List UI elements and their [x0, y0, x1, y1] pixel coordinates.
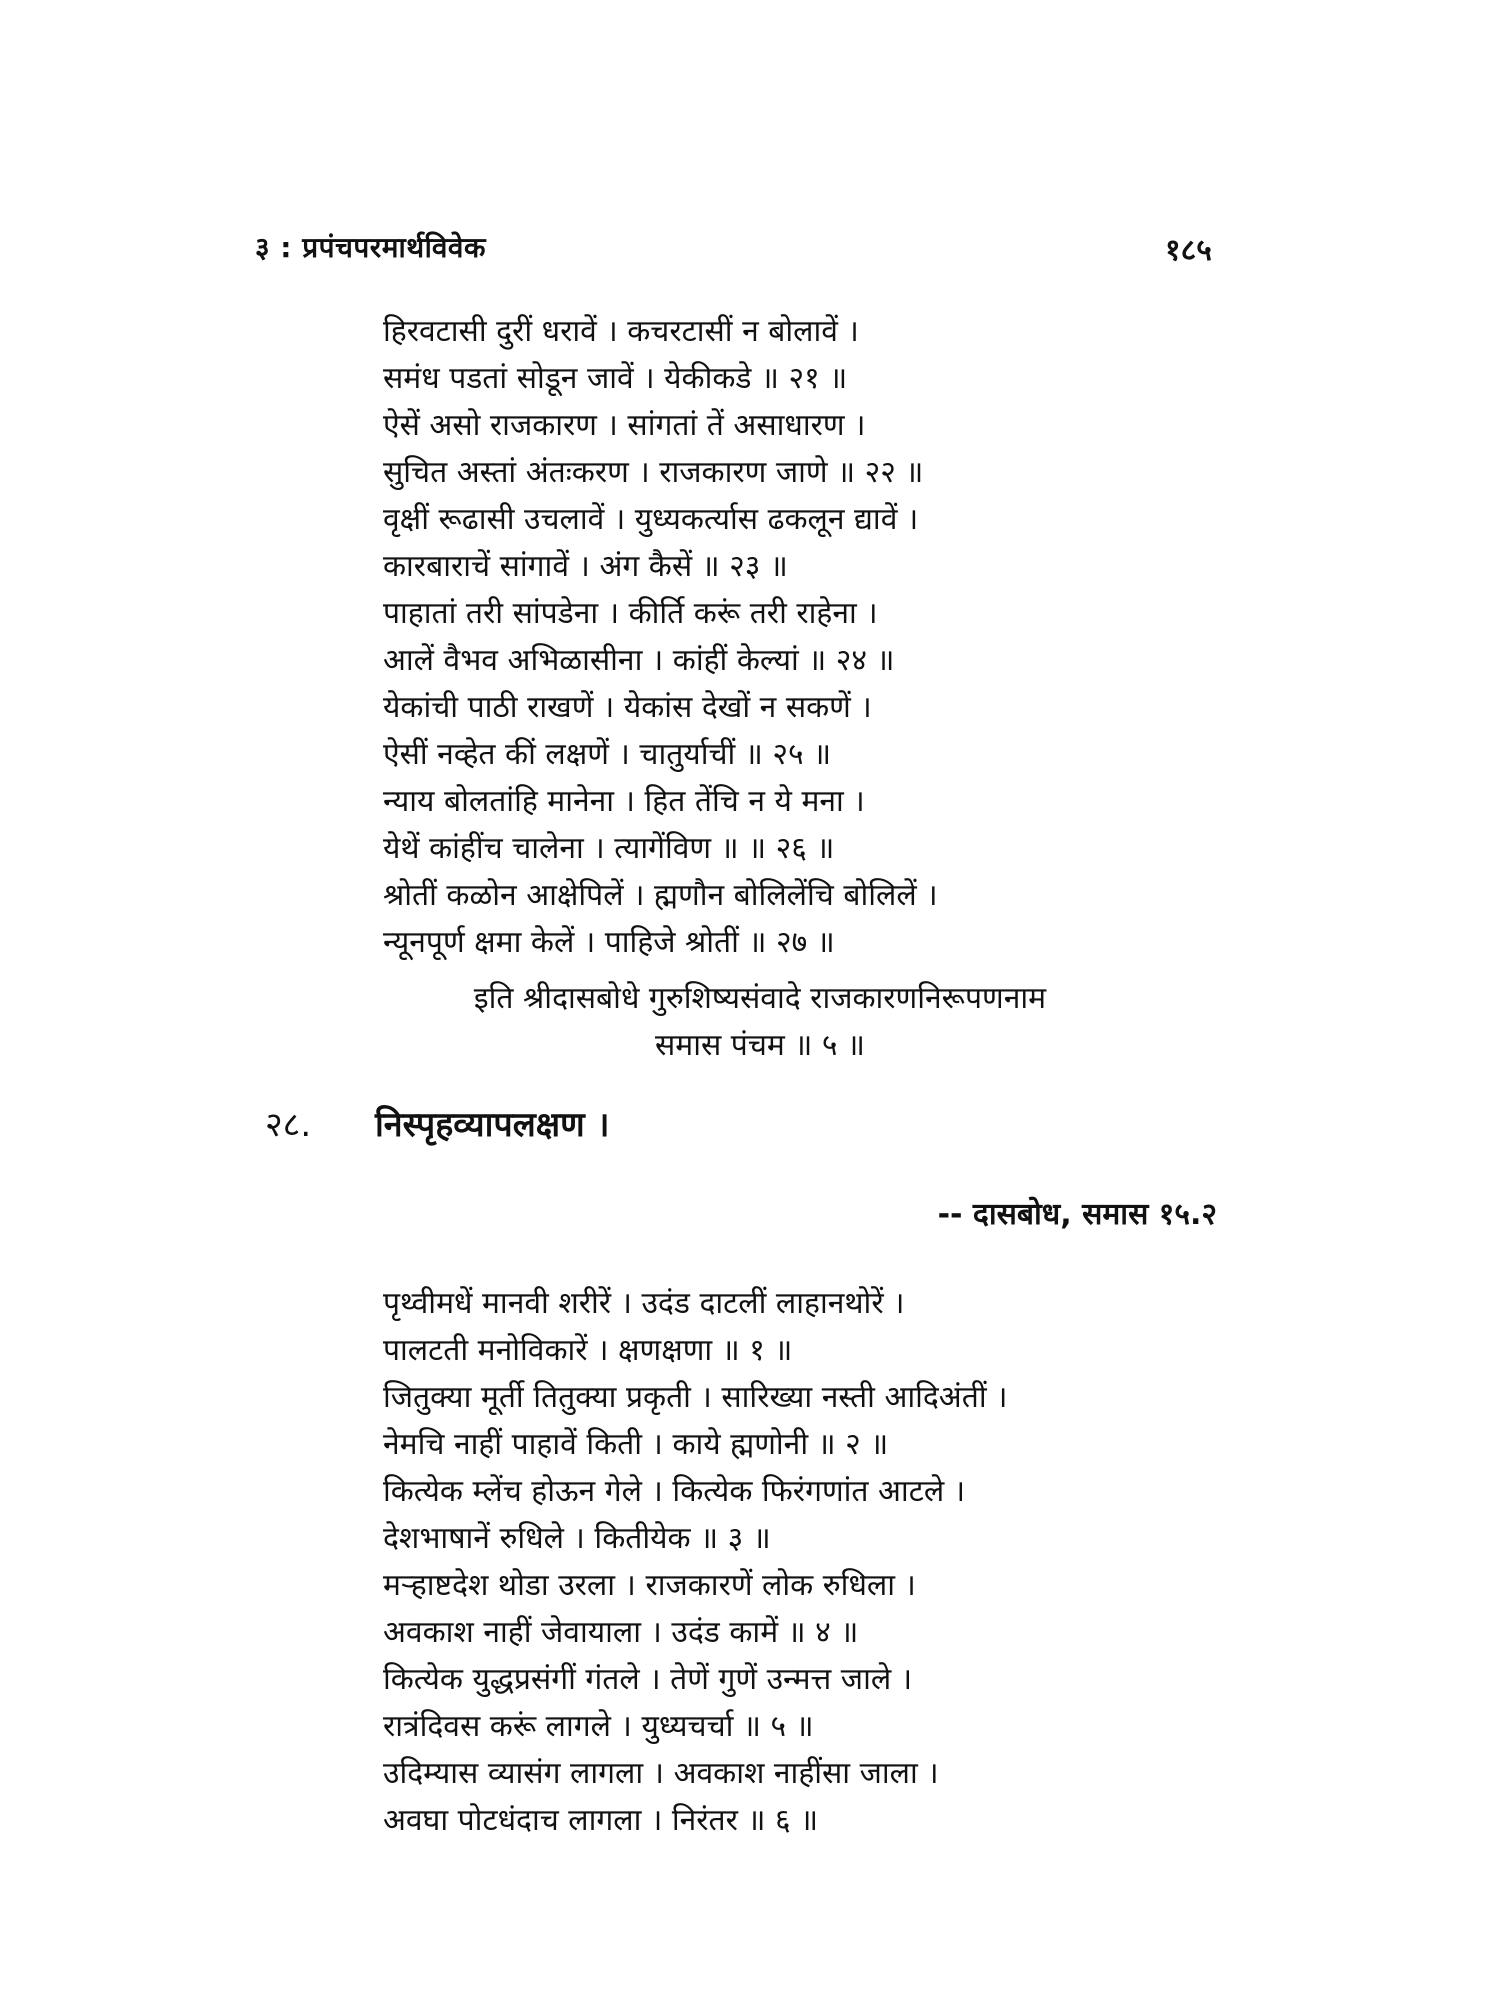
verse-block-samas-15-2 [383, 1280, 1423, 1844]
page-number: १८५ [1165, 233, 1212, 268]
section-title: निस्पृहव्यापलक्षण । [375, 1105, 610, 1145]
colophon-line-1: इति श्रीदासबोधे गुरुशिष्यसंवादे राजकारणनिरूपणनाम [473, 981, 1047, 1016]
verse-line: येकांची पाठी राखणें । येकांस देखों न सकणें । [383, 690, 872, 725]
verse-line: ऐसीं नव्हेत कीं लक्षणें । चातुर्याचीं ॥ २५ ॥ [383, 737, 832, 772]
verse-line: नेमचि नाहीं पाहावें किती । काये ह्मणोनी ॥ २ ॥ [383, 1427, 889, 1462]
verse-line: सुचित अस्तां अंतःकरण । राजकारण जाणे ॥ २२ ॥ [383, 455, 924, 490]
verse-line: कारबाराचें सांगावें । अंग कैसें ॥ २३ ॥ [383, 549, 788, 584]
verse-line: रात्रंदिवस करूं लागले । युध्यचर्चा ॥ ५ ॥ [383, 1709, 814, 1744]
verse-line: ऐसें असो राजकारण । सांगतां तें असाधारण । [383, 408, 866, 443]
verse-line: अवकाश नाहीं जेवायाला । उदंड कामें ॥ ४ ॥ [383, 1615, 859, 1650]
verse-line: श्रोतीं कळोन आक्षेपिलें । ह्मणौन बोलिलेंचि बोलिलें । [383, 878, 938, 913]
verse-line: येथें कांहींच चालेना । त्यागेंविण ॥ ॥ २६ ॥ [383, 831, 835, 866]
verse-line: पाहातां तरी सांपडेना । कीर्ति करूं तरी राहेना । [383, 596, 878, 631]
section-number: २८. [265, 1105, 312, 1145]
verse-line: पालटती मनोविकारें । क्षणक्षणा ॥ १ ॥ [383, 1333, 793, 1368]
source-reference: -- दासबोध, समास १५.२ [937, 1197, 1217, 1232]
verse-line: देशभाषानें रुधिले । कितीयेक ॥ ३ ॥ [383, 1521, 771, 1556]
verse-line: न्यूनपूर्ण क्षमा केलें । पाहिजे श्रोतीं ॥ २७ ॥ [383, 925, 835, 960]
verse-line: समंध पडतां सोडून जावें । येकीकडे ॥ २१ ॥ [383, 361, 848, 396]
verse-line: पृथ्वीमधें मानवी शरीरें । उदंड दाटलीं लाहानथोरें । [383, 1286, 905, 1321]
colophon-line-2: समास पंचम ॥ ५ ॥ [655, 1028, 865, 1063]
verse-line: आलें वैभव अभिळासीना । कांहीं केल्यां ॥ २४ ॥ [383, 643, 895, 678]
running-head: ३ : प्रपंचपरमार्थविवेक [255, 231, 487, 264]
verse-block-samas-5 [383, 308, 1423, 966]
verse-line: मऱ्हाष्टदेश थोडा उरला । राजकारणें लोक रुधिला । [383, 1568, 916, 1603]
verse-line: अवघा पोटधंदाच लागला । निरंतर ॥ ६ ॥ [383, 1803, 819, 1838]
verse-line: वृक्षीं रूढासी उचलावें । युध्यकर्त्यास ढकलून द्यावें । [383, 502, 919, 537]
verse-line: उदिम्यास व्यासंग लागला । अवकाश नाहींसा जाला । [383, 1756, 939, 1791]
verse-line: जितुक्या मूर्ती तितुक्या प्रकृती । सारिख्या नस्ती आदिअंतीं । [383, 1380, 1008, 1415]
verse-line: न्याय बोलतांहि मानेना । हित तेंचि न ये मना । [383, 784, 865, 819]
section-heading [265, 1100, 609, 1146]
verse-line: हिरवटासी दुरीं धरावें । कचरटासीं न बोलावें । [383, 314, 859, 349]
verse-line: कित्येक युद्धप्रसंगीं गंतले । तेणें गुणें उन्मत्त जाले । [383, 1662, 913, 1697]
verse-line: कित्येक म्लेंच होऊन गेले । कित्येक फिरंगणांत आटले । [383, 1474, 966, 1509]
